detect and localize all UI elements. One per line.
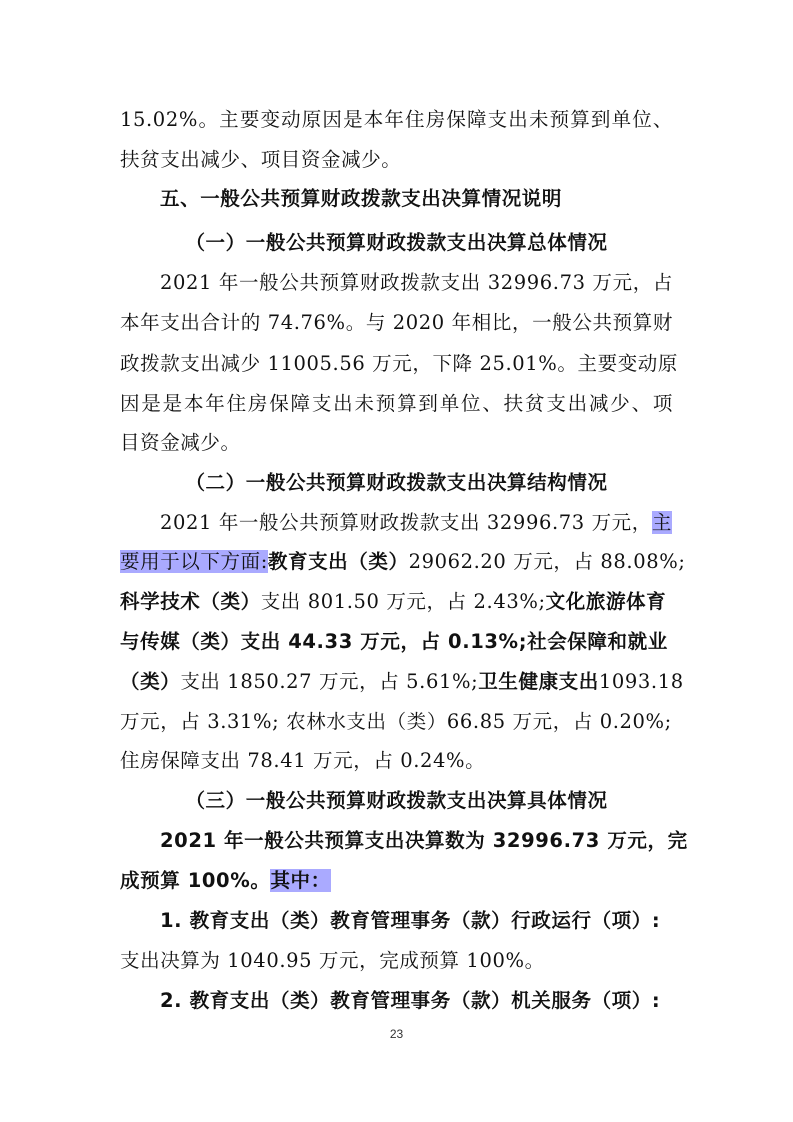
highlighted-text: 其中： [270, 869, 331, 892]
subsection-heading: （三）一般公共预算财政拨款支出决算具体情况 [185, 789, 608, 812]
list-item-heading: 2. 教育支出（类）教育管理事务（款）机关服务（项）: [160, 989, 661, 1012]
bold-text: 卫生健康支出 [478, 670, 599, 693]
body-line: 本年支出合计的 74.76%。与 2020 年相比，一般公共预算财 [120, 311, 673, 334]
bold-text: 教育支出（类） [267, 550, 409, 573]
bold-text: 成预算 100%。 [120, 869, 271, 892]
bold-text: 科学技术（类） [120, 590, 261, 613]
body-line: 住房保障支出 78.41 万元，占 0.24%。 [120, 749, 486, 772]
list-item-heading: 1. 教育支出（类）教育管理事务（款）行政运行（项）: [160, 909, 661, 932]
subsection-heading: （一）一般公共预算财政拨款支出决算总体情况 [185, 231, 608, 254]
bold-text: 与传媒（类）支出 44.33 万元，占 0.13%; [120, 630, 528, 653]
subsection-heading: （二）一般公共预算财政拨款支出决算结构情况 [185, 471, 608, 494]
text-run: 1093.18 [598, 670, 684, 693]
bold-text: 社会保障和就业 [527, 630, 668, 653]
body-line [160, 508, 673, 538]
bold-text: （类） [120, 670, 181, 693]
body-line [120, 627, 673, 657]
body-line: 支出决算为 1040.95 万元，完成预算 100%。 [120, 949, 545, 972]
body-line: 目资金减少。 [120, 431, 241, 454]
body-line: 因是是本年住房保障支出未预算到单位、扶贫支出减少、项 [120, 392, 673, 415]
highlighted-text: 要用于以下方面: [120, 550, 268, 573]
body-line: 万元，占 3.31%; 农林水支出（类）66.85 万元，占 0.20%; [120, 710, 672, 733]
text-run: 支出 1850.27 万元，占 5.61%; [180, 670, 479, 693]
text-run: 支出 801.50 万元，占 2.43%; [260, 590, 546, 613]
body-line: 2021 年一般公共预算财政拨款支出 32996.73 万元，占 [160, 271, 673, 294]
body-line [120, 547, 686, 577]
body-line: 政拨款支出减少 11005.56 万元，下降 25.01%。主要变动原 [120, 352, 678, 375]
body-line: 15.02%。主要变动原因是本年住房保障支出未预算到单位、 [120, 108, 673, 131]
bold-text: 文化旅游体育 [545, 590, 667, 613]
page-number: 23 [389, 1027, 404, 1041]
highlighted-text: 主 [651, 511, 672, 534]
body-line-bold [120, 866, 673, 896]
body-line-bold: 2021 年一般公共预算支出决算数为 32996.73 万元，完 [160, 829, 688, 852]
body-line [120, 587, 673, 617]
body-line: 扶贫支出减少、项目资金减少。 [120, 148, 402, 171]
body-line [120, 667, 684, 697]
text-run: 2021 年一般公共预算财政拨款支出 32996.73 万元， [160, 511, 652, 534]
text-run: 29062.20 万元，占 88.08%; [408, 550, 686, 573]
section-heading: 五、一般公共预算财政拨款支出决算情况说明 [160, 187, 563, 210]
